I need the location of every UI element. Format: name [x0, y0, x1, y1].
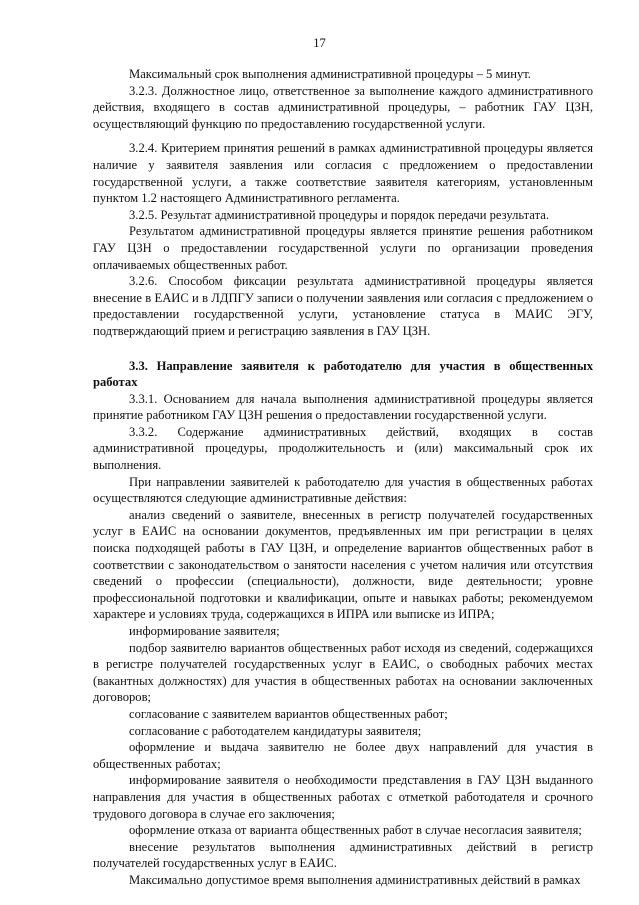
paragraph: 3.3.2. Содержание административных действий, входящих в состав административной процедуры, продолжительность и (или) максимальный срок их выполнения. [93, 424, 593, 473]
page-number: 17 [313, 36, 326, 50]
paragraph: оформление и выдача заявителю не более двух направлений для участия в общественных работах; [93, 740, 593, 771]
paragraph: информирование заявителя; [129, 624, 280, 638]
paragraph: 3.2.3. Должностное лицо, ответственное за выполнение каждого административного действия, входящего в состав административной процедуры, – работник ГАУ ЦЗН, осуществляющий функцию по предоставлению государственной услуги. [93, 83, 593, 131]
paragraph: Результатом административной процедуры является принятие решения работником ГАУ ЦЗН о предоставлении государственной услуги по организации проведения оплачиваемых общественных работ. [93, 224, 593, 272]
paragraph: согласование с работодателем кандидатуры заявителя; [129, 723, 422, 738]
paragraph: 3.3.1. Основанием для начала выполнения административной процедуры является принятие работником ГАУ ЦЗН решения о предоставлении государственной услуги. [93, 391, 593, 423]
paragraph: 3.2.5. Результат административной процедуры и порядок передачи результата. [129, 207, 549, 222]
paragraph: Максимальный срок выполнения административной процедуры – 5 минут. [129, 67, 531, 81]
paragraph: информирование заявителя о необходимости представления в ГАУ ЦЗН выданного направления для участия в общественных работах с отметкой работодателя и срочного трудового договора в случае его заключения; [93, 773, 593, 821]
paragraph: анализ сведений о заявителе, внесенных в регистр получателей государственных услуг в ЕАИС на основании документов, предъявленных им при регистрации в целях поиска подходящей работы в ГАУ ЦЗН, и определение вариантов общественных работ в соответствии с законодательством о занятости населения с учетом наличия или отсутствия сведений о профессии (специальности), должности, виде деятельности; уровне профессиональной подготовки и квалификации, опыте и навыках работы; рекомендуемом характере и условиях труда, содержащихся в ИПРА или выписке из ИПРА; [93, 507, 593, 622]
paragraph: согласование с заявителем вариантов общественных работ; [129, 706, 448, 721]
paragraph: При направлении заявителей к работодателю для участия в общественных работах осуществляются следующие административные действия: [93, 474, 593, 506]
paragraph: подбор заявителю вариантов общественных работ исходя из сведений, содержащихся в регистре получателей государственных услуг в ЕАИС, о свободных рабочих местах (вакантных должностях) для участия в общественных работах на основании заключенных договоров; [93, 640, 593, 705]
document-body [93, 66, 593, 889]
paragraph: оформление отказа от варианта общественных работ в случае несогласия заявителя; [129, 823, 582, 838]
paragraph: 3.2.4. Критерием принятия решений в рамках административной процедуры является наличие у заявителя заявления или согласия с предложением о предоставлении государственной услуги, а также соответствие заявителя категориям, установленным пунктом 1.2 настоящего Административного регламента. [93, 141, 593, 206]
paragraph: Максимально допустимое время выполнения административных действий в рамках [129, 872, 581, 887]
section-heading: 3.3. Направление заявителя к работодателю для участия в общественных работах [93, 358, 593, 390]
paragraph: внесение результатов выполнения административных действий в регистр получателей государственных услуг в ЕАИС. [93, 839, 593, 871]
paragraph: 3.2.6. Способом фиксации результата административной процедуры является внесение в ЕАИС и в ЛДПГУ записи о получении заявления или согласия с предложением о предоставлении государственной услуги, установление статуса в МАИС ЭГУ, подтверждающий прием и регистрацию заявления в ГАУ ЦЗН. [93, 274, 593, 338]
